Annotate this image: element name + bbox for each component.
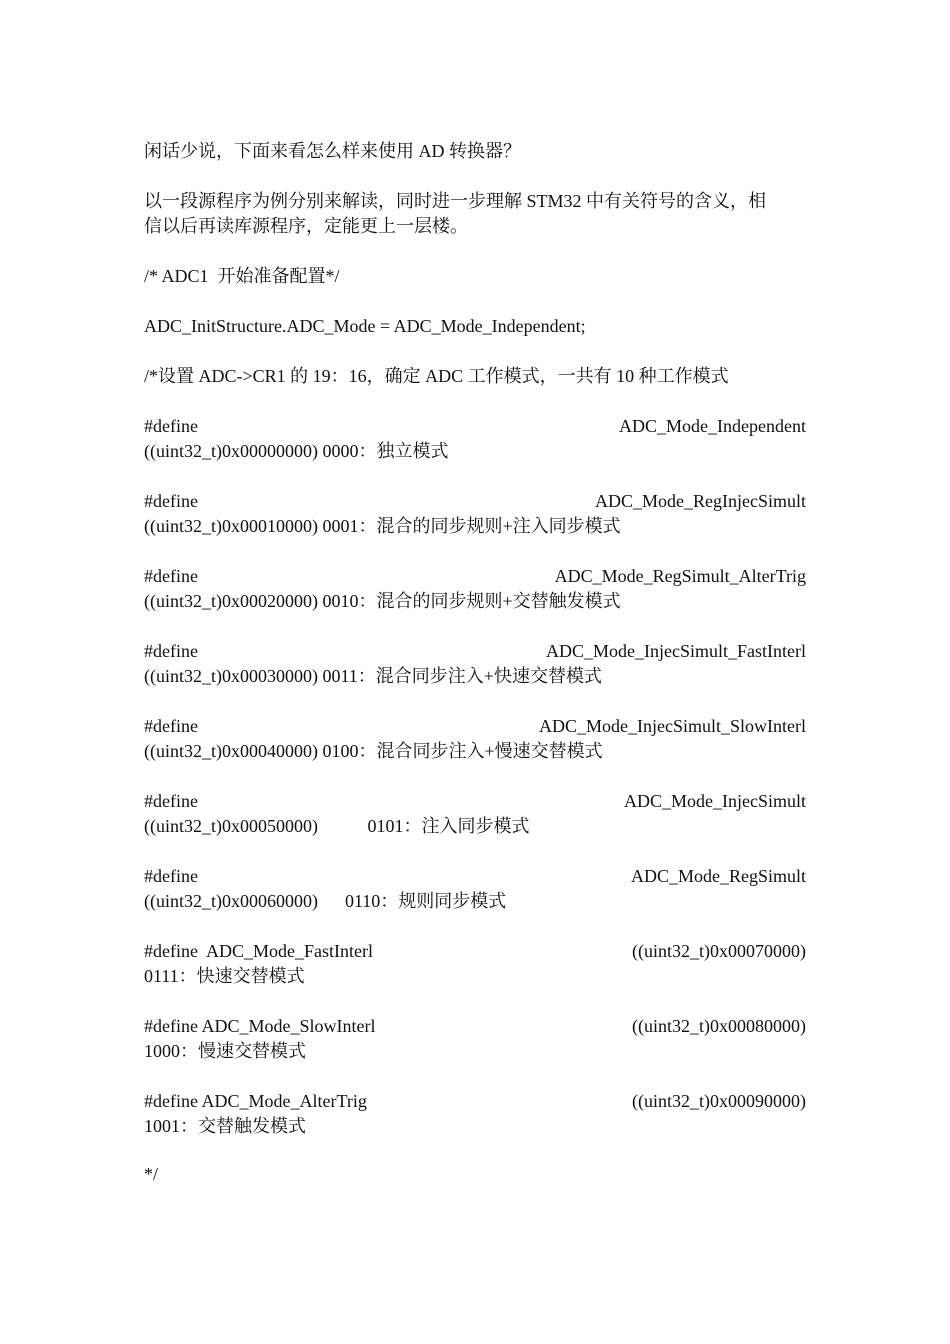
code-init-line: ADC_InitStructure.ADC_Mode = ADC_Mode_Independent;	[144, 316, 586, 336]
define-keyword: #define	[144, 491, 198, 511]
define-name: ADC_Mode_RegSimult_AlterTrig	[554, 566, 806, 586]
define-row	[144, 489, 806, 514]
define-row	[144, 1014, 806, 1039]
define-left: #define ADC_Mode_FastInterl	[144, 941, 373, 961]
define-value-hex: ((uint32_t)0x00090000)	[632, 1091, 806, 1111]
define-row	[144, 789, 806, 814]
define-name: ADC_Mode_InjecSimult	[624, 791, 806, 811]
define-value-hex: ((uint32_t)0x00070000)	[632, 941, 806, 961]
define-keyword: #define	[144, 416, 198, 436]
define-value: ((uint32_t)0x00040000) 0100：混合同步注入+慢速交替模式	[144, 741, 603, 761]
define-name: ADC_Mode_Independent	[619, 416, 806, 436]
define-keyword: #define	[144, 566, 198, 586]
define-desc: 1001：交替触发模式	[144, 1116, 306, 1136]
define-left: #define ADC_Mode_AlterTrig	[144, 1091, 367, 1111]
define-row	[144, 564, 806, 589]
define-row	[144, 864, 806, 889]
define-value: ((uint32_t)0x00000000) 0000：独立模式	[144, 441, 449, 461]
define-value-hex: ((uint32_t)0x00080000)	[632, 1016, 806, 1036]
code-cr1-comment: /*设置 ADC->CR1 的 19：16，确定 ADC 工作模式，一共有 10 种工作模式	[144, 366, 729, 386]
define-keyword: #define	[144, 641, 198, 661]
intro-paragraph-line-1: 以一段源程序为例分别来解读，同时进一步理解 STM32 中有关符号的含义，相	[144, 191, 767, 211]
define-value: ((uint32_t)0x00050000) 0101：注入同步模式	[144, 816, 530, 836]
define-value: ((uint32_t)0x00010000) 0001：混合的同步规则+注入同步模式	[144, 516, 621, 536]
code-comment-start: /* ADC1 开始准备配置*/	[144, 266, 340, 286]
define-row	[144, 414, 806, 439]
define-desc: 1000：慢速交替模式	[144, 1041, 306, 1061]
define-name: ADC_Mode_RegInjecSimult	[595, 491, 806, 511]
define-desc: 0111：快速交替模式	[144, 966, 305, 986]
code-comment-end: */	[144, 1164, 159, 1184]
intro-paragraph-line-2: 信以后再读库源程序，定能更上一层楼。	[144, 216, 468, 236]
define-row	[144, 639, 806, 664]
define-left: #define ADC_Mode_SlowInterl	[144, 1016, 376, 1036]
define-row	[144, 939, 806, 964]
define-name: ADC_Mode_InjecSimult_FastInterl	[546, 641, 806, 661]
define-name: ADC_Mode_RegSimult	[630, 866, 806, 886]
define-value: ((uint32_t)0x00030000) 0011：混合同步注入+快速交替模式	[144, 666, 602, 686]
define-keyword: #define	[144, 791, 198, 811]
define-row	[144, 1089, 806, 1114]
define-keyword: #define	[144, 716, 198, 736]
define-value: ((uint32_t)0x00060000) 0110：规则同步模式	[144, 891, 507, 911]
define-keyword: #define	[144, 866, 198, 886]
define-row	[144, 714, 806, 739]
define-name: ADC_Mode_InjecSimult_SlowInterl	[539, 716, 806, 736]
intro-line: 闲话少说，下面来看怎么样来使用 AD 转换器？	[144, 141, 521, 161]
define-value: ((uint32_t)0x00020000) 0010：混合的同步规则+交替触发模式	[144, 591, 621, 611]
